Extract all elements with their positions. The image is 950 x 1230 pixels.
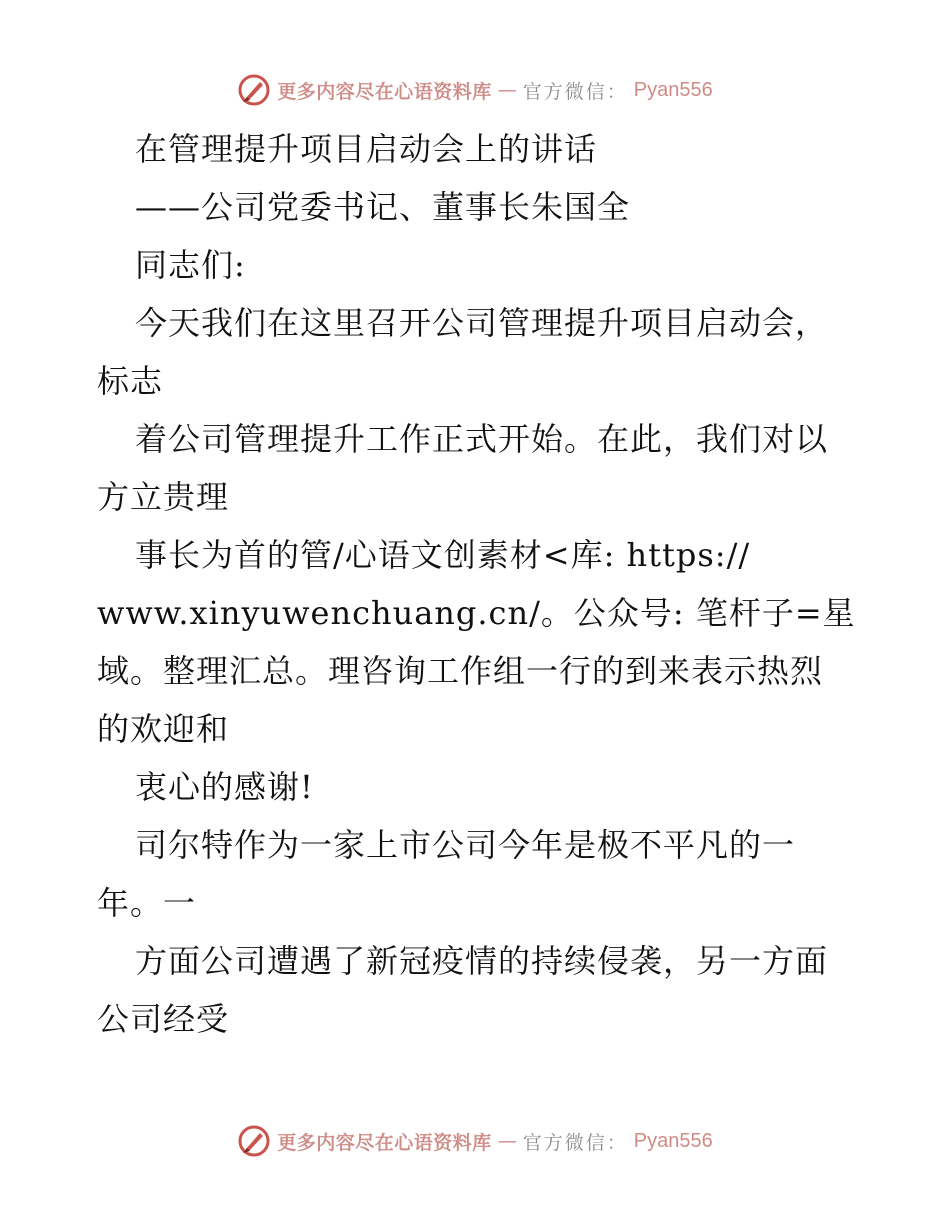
watermark-wechat-id: Pyan556 <box>633 1129 713 1152</box>
text-line: 方面公司遭遇了新冠疫情的持续侵袭，另一方面 <box>135 942 829 980</box>
quill-logo-icon <box>237 1124 271 1158</box>
text-line: www.xinyuwenchuang.cn/。公众号: 笔杆子=星 <box>97 594 856 632</box>
footer-watermark <box>0 1121 950 1161</box>
text-line: 年。一 <box>97 884 197 922</box>
salutation: 同志们: <box>135 246 246 284</box>
text-line: 事长为首的管/心语文创素材<库: https:// <box>135 536 751 574</box>
text-line: 公司经受 <box>97 1000 230 1038</box>
text-line: 域。整理汇总。理咨询工作组一行的到来表示热烈 <box>97 652 824 690</box>
text-line: 司尔特作为一家上市公司今年是极不平凡的一 <box>135 826 796 864</box>
text-line: 方立贵理 <box>97 478 230 516</box>
quill-logo-icon <box>237 73 271 107</box>
watermark-wechat-label: 官方微信： <box>522 80 628 103</box>
document-title: 在管理提升项目启动会上的讲话 <box>135 130 598 168</box>
text-line: 标志 <box>97 362 164 400</box>
watermark-dash: — <box>497 1130 517 1152</box>
watermark-text: 更多内容尽在心语资料库 <box>277 1131 492 1154</box>
watermark-text: 更多内容尽在心语资料库 <box>277 80 492 103</box>
watermark-wechat-id: Pyan556 <box>633 78 713 101</box>
text-line: 的欢迎和 <box>97 710 230 748</box>
document-subtitle: ——公司党委书记、董事长朱国全 <box>135 188 631 226</box>
text-line: 着公司管理提升工作正式开始。在此，我们对以 <box>135 420 829 458</box>
text-line: 今天我们在这里召开公司管理提升项目启动会， <box>135 304 829 342</box>
header-watermark <box>0 70 950 110</box>
watermark-dash: — <box>497 79 517 101</box>
text-line: 衷心的感谢! <box>135 768 314 806</box>
document-body <box>97 120 857 1048</box>
watermark-wechat-label: 官方微信： <box>522 1131 628 1154</box>
